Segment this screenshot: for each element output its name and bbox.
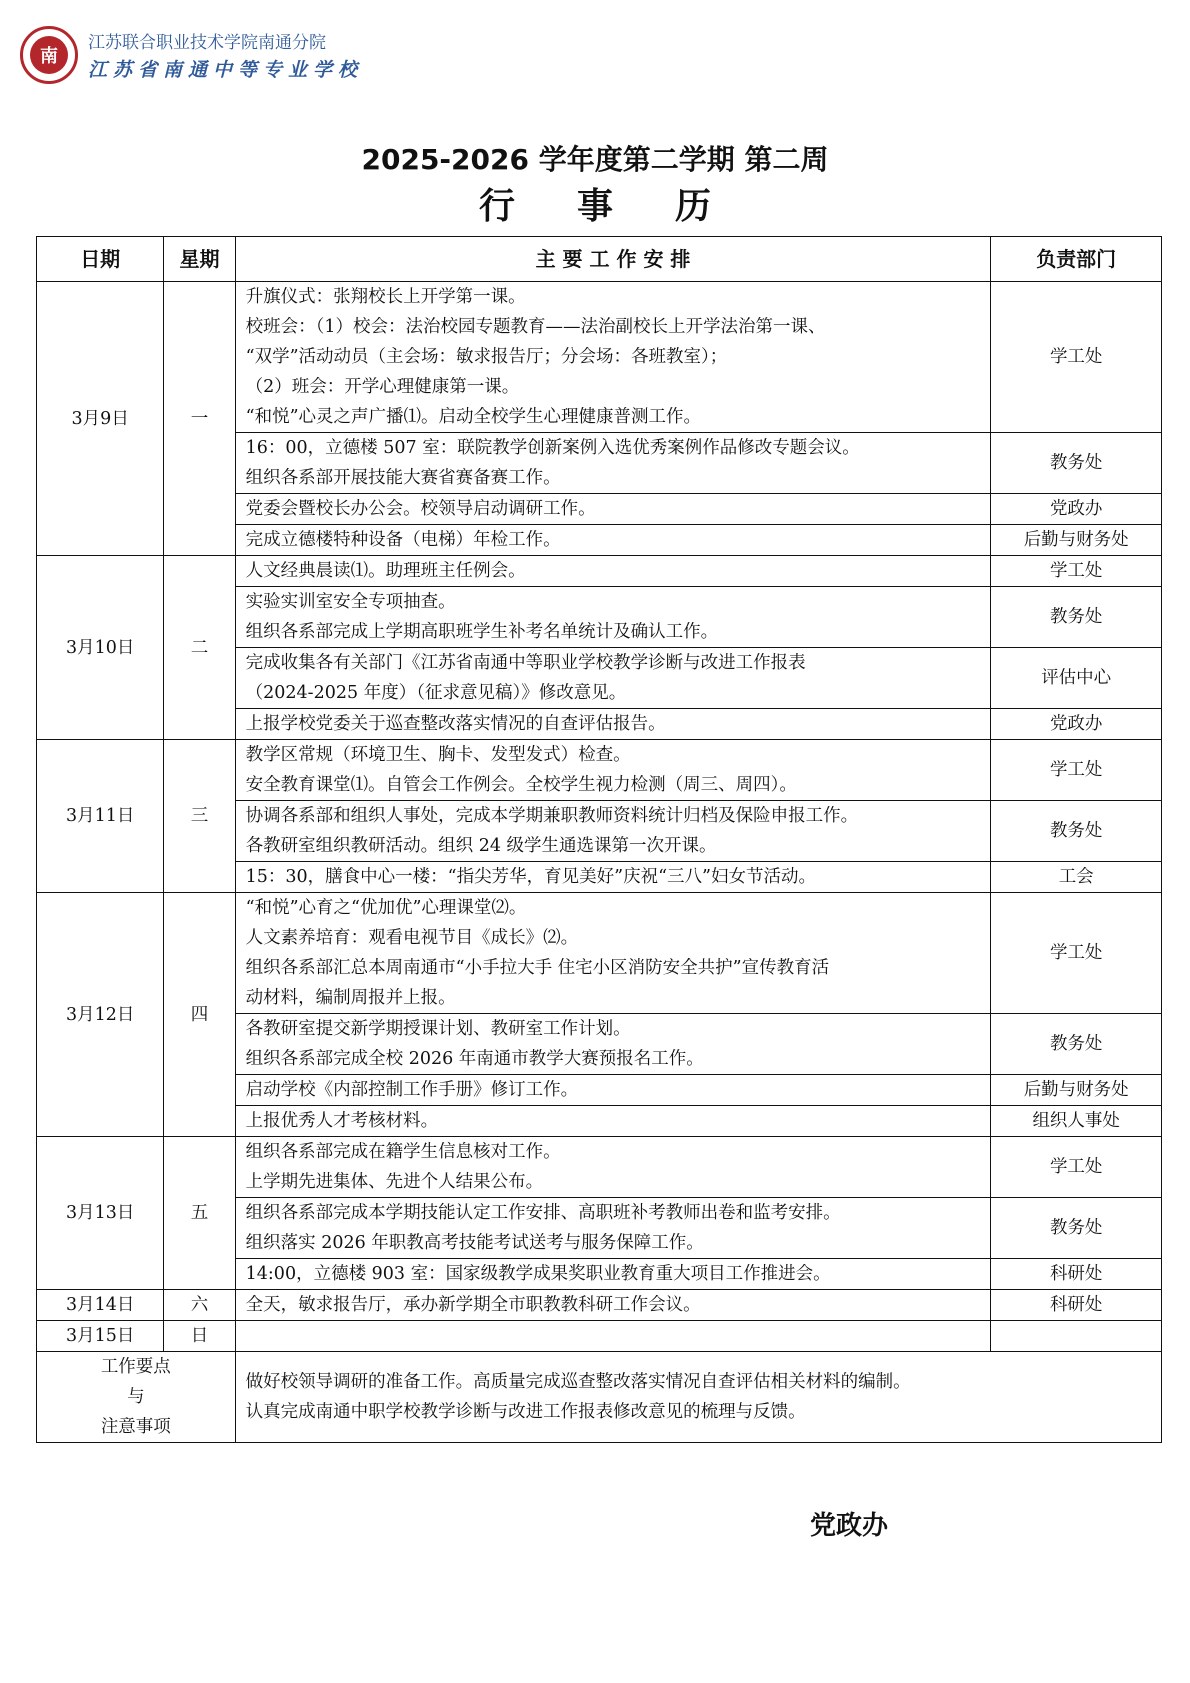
dept-cell: 党政办 (991, 709, 1162, 740)
task-line: 组织落实 2026 年职教高考技能考试送考与服务保障工作。 (245, 1233, 704, 1253)
task-cell (235, 556, 991, 587)
task-line: “和悦”心灵之声广播⑴。启动全校学生心理健康普测工作。 (245, 407, 702, 427)
task-line: 14:00，立德楼 903 室：国家级教学成果奖职业教育重大项目工作推进会。 (245, 1264, 831, 1284)
dept-cell: 后勤与财务处 (991, 525, 1162, 556)
school-seal-icon (20, 26, 78, 84)
column-header-weekday: 星期 (164, 237, 235, 282)
task-line: 上报优秀人才考核材料。 (245, 1111, 439, 1131)
task-line: 全天，敏求报告厅，承办新学期全市职教教科研工作会议。 (245, 1295, 701, 1315)
table-row (37, 1290, 1162, 1321)
task-line: 动材料，编制周报并上报。 (245, 988, 456, 1008)
column-header-tasks: 主 要 工 作 安 排 (235, 237, 991, 282)
task-line: 组织各系部完成全校 2026 年南通市教学大赛预报名工作。 (245, 1049, 704, 1069)
task-line: 人文经典晨读⑴。助理班主任例会。 (245, 561, 526, 581)
notes-label-line: 工作要点 (100, 1357, 171, 1377)
task-cell (235, 587, 991, 648)
column-header-dept: 负责部门 (991, 237, 1162, 282)
document-title: 2025-2026 学年度第二学期 第二周 (361, 143, 829, 176)
date-cell: 3月12日 (37, 893, 164, 1137)
task-line: 实验实训室安全专项抽查。 (245, 592, 456, 612)
weekday-cell: 六 (164, 1290, 235, 1321)
task-cell (235, 1075, 991, 1106)
signature: 党政办 (810, 1511, 889, 1541)
dept-cell: 后勤与财务处 (991, 1075, 1162, 1106)
dept-cell: 教务处 (991, 1198, 1162, 1259)
weekday-cell: 一 (164, 282, 235, 556)
notes-line: 认真完成南通中职学校教学诊断与改进工作报表修改意见的梳理与反馈。 (245, 1402, 806, 1422)
task-line: 升旗仪式：张翔校长上开学第一课。 (245, 287, 526, 307)
notes-row (37, 1352, 1162, 1443)
date-cell: 3月9日 (37, 282, 164, 556)
task-line: 校班会：（1）校会：法治校园专题教育——法治副校长上开学法治第一课、 (245, 317, 826, 337)
school-logo (20, 26, 363, 84)
table-row (37, 282, 1162, 433)
weekday-cell: 五 (164, 1137, 235, 1290)
date-cell: 3月14日 (37, 1290, 164, 1321)
task-cell (235, 494, 991, 525)
date-cell: 3月15日 (37, 1321, 164, 1352)
seal-mark: 南 (30, 36, 68, 74)
task-line: （2024-2025 年度）（征求意见稿）》修改意见。 (245, 683, 627, 703)
task-cell (235, 1137, 991, 1198)
task-cell (235, 801, 991, 862)
dept-cell: 组织人事处 (991, 1106, 1162, 1137)
notes-line: 做好校领导调研的准备工作。高质量完成巡查整改落实情况自查评估相关材料的编制。 (245, 1372, 911, 1392)
school-name-line2: 江苏省南通中等专业学校 (88, 59, 364, 81)
dept-cell: 党政办 (991, 494, 1162, 525)
schedule-table (36, 236, 1162, 1443)
task-line: 组织各系部汇总本周南通市“小手拉大手 住宅小区消防安全共护”宣传教育活 (245, 958, 830, 978)
table-row (37, 740, 1162, 801)
task-line: “双学”活动动员（主会场：敏求报告厅；分会场：各班教室）； (245, 347, 728, 367)
task-cell (235, 740, 991, 801)
task-line: 上学期先进集体、先进个人结果公布。 (245, 1172, 544, 1192)
task-cell (235, 893, 991, 1014)
task-cell (235, 1014, 991, 1075)
task-line: 协调各系部和组织人事处，完成本学期兼职教师资料统计归档及保险申报工作。 (245, 806, 859, 826)
task-line: 完成立德楼特种设备（电梯）年检工作。 (245, 530, 561, 550)
dept-cell: 学工处 (991, 740, 1162, 801)
task-line: 各教研室提交新学期授课计划、教研室工作计划。 (245, 1019, 631, 1039)
task-line: 组织各系部完成本学期技能认定工作安排、高职班补考教师出卷和监考安排。 (245, 1203, 841, 1223)
table-header-row (37, 237, 1162, 282)
task-line (246, 1321, 981, 1351)
dept-cell: 教务处 (991, 1014, 1162, 1075)
task-cell (235, 862, 991, 893)
notes-label-line: 与 (127, 1387, 145, 1407)
dept-cell: 科研处 (991, 1259, 1162, 1290)
dept-cell: 学工处 (991, 282, 1162, 433)
task-line: 教学区常规（环境卫生、胸卡、发型发式）检查。 (245, 745, 631, 765)
dept-cell: 评估中心 (991, 648, 1162, 709)
task-line: 组织各系部完成在籍学生信息核对工作。 (245, 1142, 561, 1162)
dept-cell: 学工处 (991, 1137, 1162, 1198)
weekday-cell: 四 (164, 893, 235, 1137)
task-line: 组织各系部开展技能大赛省赛备赛工作。 (245, 468, 561, 488)
task-cell (235, 709, 991, 740)
dept-cell: 工会 (991, 862, 1162, 893)
task-line: 安全教育课堂⑴。自管会工作例会。全校学生视力检测（周三、周四）。 (245, 775, 797, 795)
task-cell (235, 1259, 991, 1290)
task-line: 各教研室组织教研活动。组织 24 级学生通选课第一次开课。 (245, 836, 717, 856)
dept-cell: 教务处 (991, 801, 1162, 862)
weekday-cell: 三 (164, 740, 235, 893)
dept-cell: 科研处 (991, 1290, 1162, 1321)
task-line: 上报学校党委关于巡查整改落实情况的自查评估报告。 (245, 714, 666, 734)
task-cell (235, 433, 991, 494)
task-line: 启动学校《内部控制工作手册》修订工作。 (245, 1080, 579, 1100)
schedule-body (37, 282, 1162, 1443)
dept-cell (991, 1321, 1162, 1352)
task-cell (235, 1106, 991, 1137)
task-line: 党委会暨校长办公会。校领导启动调研工作。 (245, 499, 596, 519)
column-header-date: 日期 (37, 237, 164, 282)
weekday-cell: 二 (164, 556, 235, 740)
dept-cell: 教务处 (991, 587, 1162, 648)
task-line: “和悦”心育之“优加优”心理课堂⑵。 (245, 898, 527, 918)
date-cell: 3月11日 (37, 740, 164, 893)
school-name-line1: 江苏联合职业技术学院南通分院 (88, 33, 326, 53)
school-name (88, 28, 363, 82)
task-line: 组织各系部完成上学期高职班学生补考名单统计及确认工作。 (245, 622, 719, 642)
task-cell (235, 1321, 991, 1352)
table-row (37, 893, 1162, 1014)
notes-label (37, 1352, 236, 1443)
task-cell (235, 1290, 991, 1321)
task-line: 人文素养培育：观看电视节目《成长》⑵。 (245, 928, 579, 948)
task-line: （2）班会：开学心理健康第一课。 (245, 377, 520, 397)
task-cell (235, 648, 991, 709)
task-line: 15：30，膳食中心一楼：“指尖芳华，育见美好”庆祝“三八”妇女节活动。 (245, 867, 816, 887)
task-cell (235, 525, 991, 556)
task-line: 16：00，立德楼 507 室：联院教学创新案例入选优秀案例作品修改专题会议。 (245, 438, 860, 458)
dept-cell: 教务处 (991, 433, 1162, 494)
table-row (37, 556, 1162, 587)
task-line: 完成收集各有关部门《江苏省南通中等职业学校教学诊断与改进工作报表 (245, 653, 806, 673)
task-cell (235, 1198, 991, 1259)
date-cell: 3月10日 (37, 556, 164, 740)
dept-cell: 学工处 (991, 556, 1162, 587)
document-subtitle: 行事历 (478, 186, 773, 227)
dept-cell: 学工处 (991, 893, 1162, 1014)
date-cell: 3月13日 (37, 1137, 164, 1290)
table-row (37, 1321, 1162, 1352)
weekday-cell: 日 (164, 1321, 235, 1352)
notes-content (235, 1352, 1161, 1443)
notes-label-line: 注意事项 (100, 1417, 171, 1437)
table-row (37, 1137, 1162, 1198)
task-cell (235, 282, 991, 433)
